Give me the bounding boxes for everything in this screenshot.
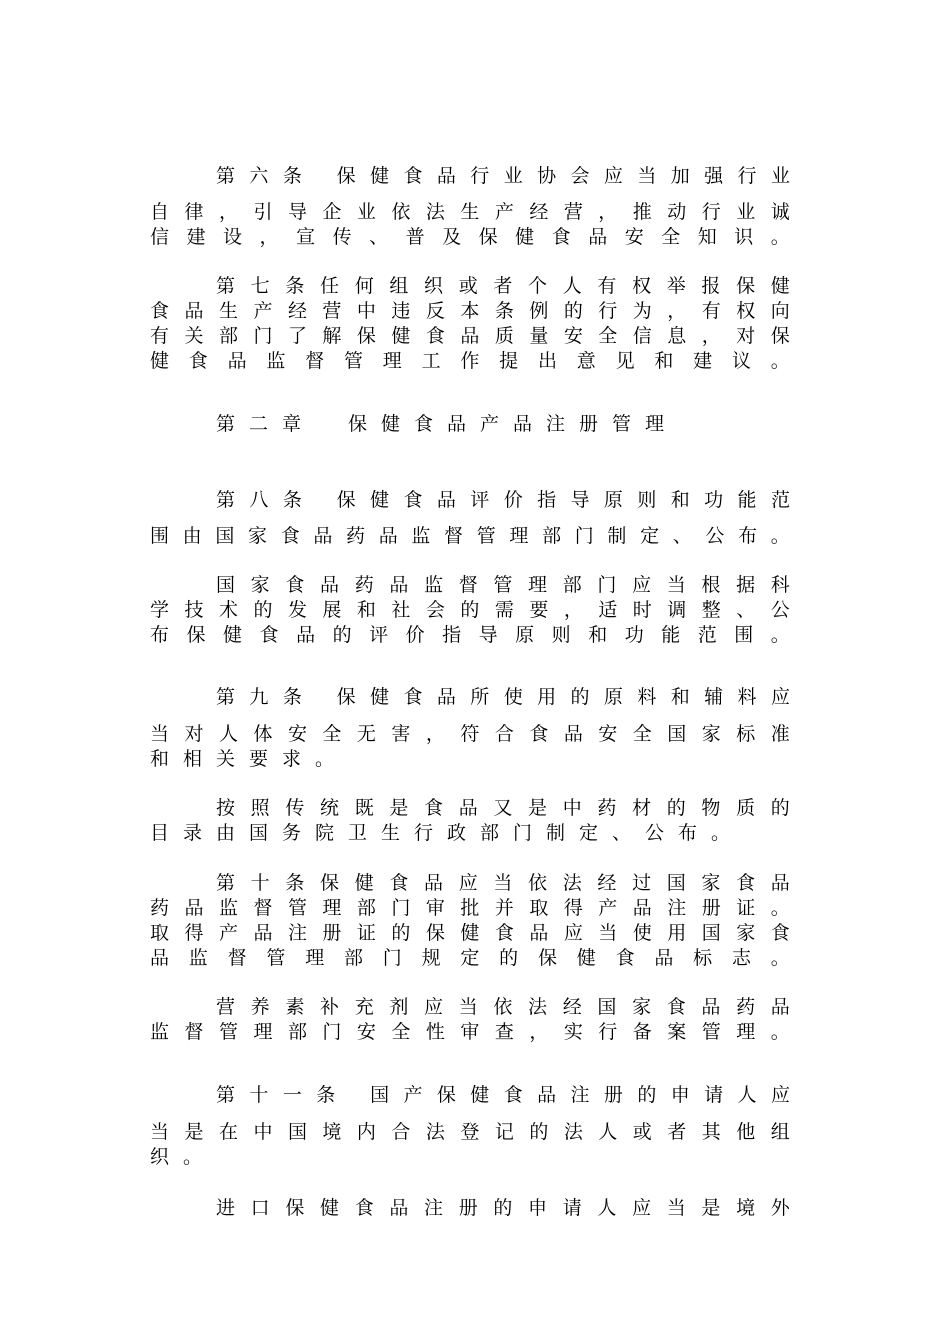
text-line: 第 十 条 保 健 食 品 应 当 依 法 经 过 国 家 食 品 [216, 872, 790, 894]
text-line: 健 食 品 监 督 管 理 工 作 提 出 意 见 和 建 议 。 [150, 350, 790, 372]
text-line: 进 口 保 健 食 品 注 册 的 申 请 人 应 当 是 境 外 [216, 1197, 790, 1219]
text-line: 当 对 人 体 安 全 无 害 ， 符 合 食 品 安 全 国 家 标 准 [150, 723, 790, 745]
text-line: 和 相 关 要 求 。 [150, 748, 335, 770]
text-line: 第 六 条 保 健 食 品 行 业 协 会 应 当 加 强 行 业 [216, 165, 790, 187]
text-line: 信 建 设 ， 宣 传 、 普 及 保 健 食 品 安 全 知 识 。 [150, 226, 790, 248]
text-line: 第 九 条 保 健 食 品 所 使 用 的 原 料 和 辅 料 应 [216, 686, 790, 708]
text-line: 有 关 部 门 了 解 保 健 食 品 质 量 安 全 信 息 ， 对 保 [150, 325, 790, 347]
text-line: 第 七 条 任 何 组 织 或 者 个 人 有 权 举 报 保 健 [216, 275, 790, 297]
text-line: 按 照 传 统 既 是 食 品 又 是 中 药 材 的 物 质 的 [216, 797, 790, 819]
text-line: 国 家 食 品 药 品 监 督 管 理 部 门 应 当 根 据 科 [216, 574, 790, 596]
text-line: 目 录 由 国 务 院 卫 生 行 政 部 门 制 定 、 公 布 。 [150, 822, 731, 844]
text-line: 食 品 生 产 经 营 中 违 反 本 条 例 的 行 为 ， 有 权 向 [150, 300, 790, 322]
text-line: 药 品 监 督 管 理 部 门 审 批 并 取 得 产 品 注 册 证 。 [150, 897, 790, 919]
text-line: 第 八 条 保 健 食 品 评 价 指 导 原 则 和 功 能 范 [216, 489, 790, 511]
text-line: 第 二 章 保 健 食 品 产 品 注 册 管 理 [216, 413, 665, 435]
text-line: 自 律 ， 引 导 企 业 依 法 生 产 经 营 ， 推 动 行 业 诚 [150, 201, 790, 223]
text-line: 第 十 一 条 国 产 保 健 食 品 注 册 的 申 请 人 应 [216, 1084, 790, 1106]
text-line: 织 。 [150, 1146, 203, 1168]
text-line: 取 得 产 品 注 册 证 的 保 健 食 品 应 当 使 用 国 家 食 [150, 922, 790, 944]
text-line: 当 是 在 中 国 境 内 合 法 登 记 的 法 人 或 者 其 他 组 [150, 1121, 790, 1143]
text-line: 学 技 术 的 发 展 和 社 会 的 需 要 ， 适 时 调 整 、 公 [150, 599, 790, 621]
text-line: 布 保 健 食 品 的 评 价 指 导 原 则 和 功 能 范 围 。 [150, 624, 790, 646]
text-line: 监 督 管 理 部 门 安 全 性 审 查 ， 实 行 备 案 管 理 。 [150, 1021, 790, 1043]
text-line: 营 养 素 补 充 剂 应 当 依 法 经 国 家 食 品 药 品 [216, 996, 790, 1018]
text-line: 品 监 督 管 理 部 门 规 定 的 保 健 食 品 标 志 。 [150, 947, 790, 969]
text-line: 围 由 国 家 食 品 药 品 监 督 管 理 部 门 制 定 、 公 布 。 [150, 525, 790, 547]
